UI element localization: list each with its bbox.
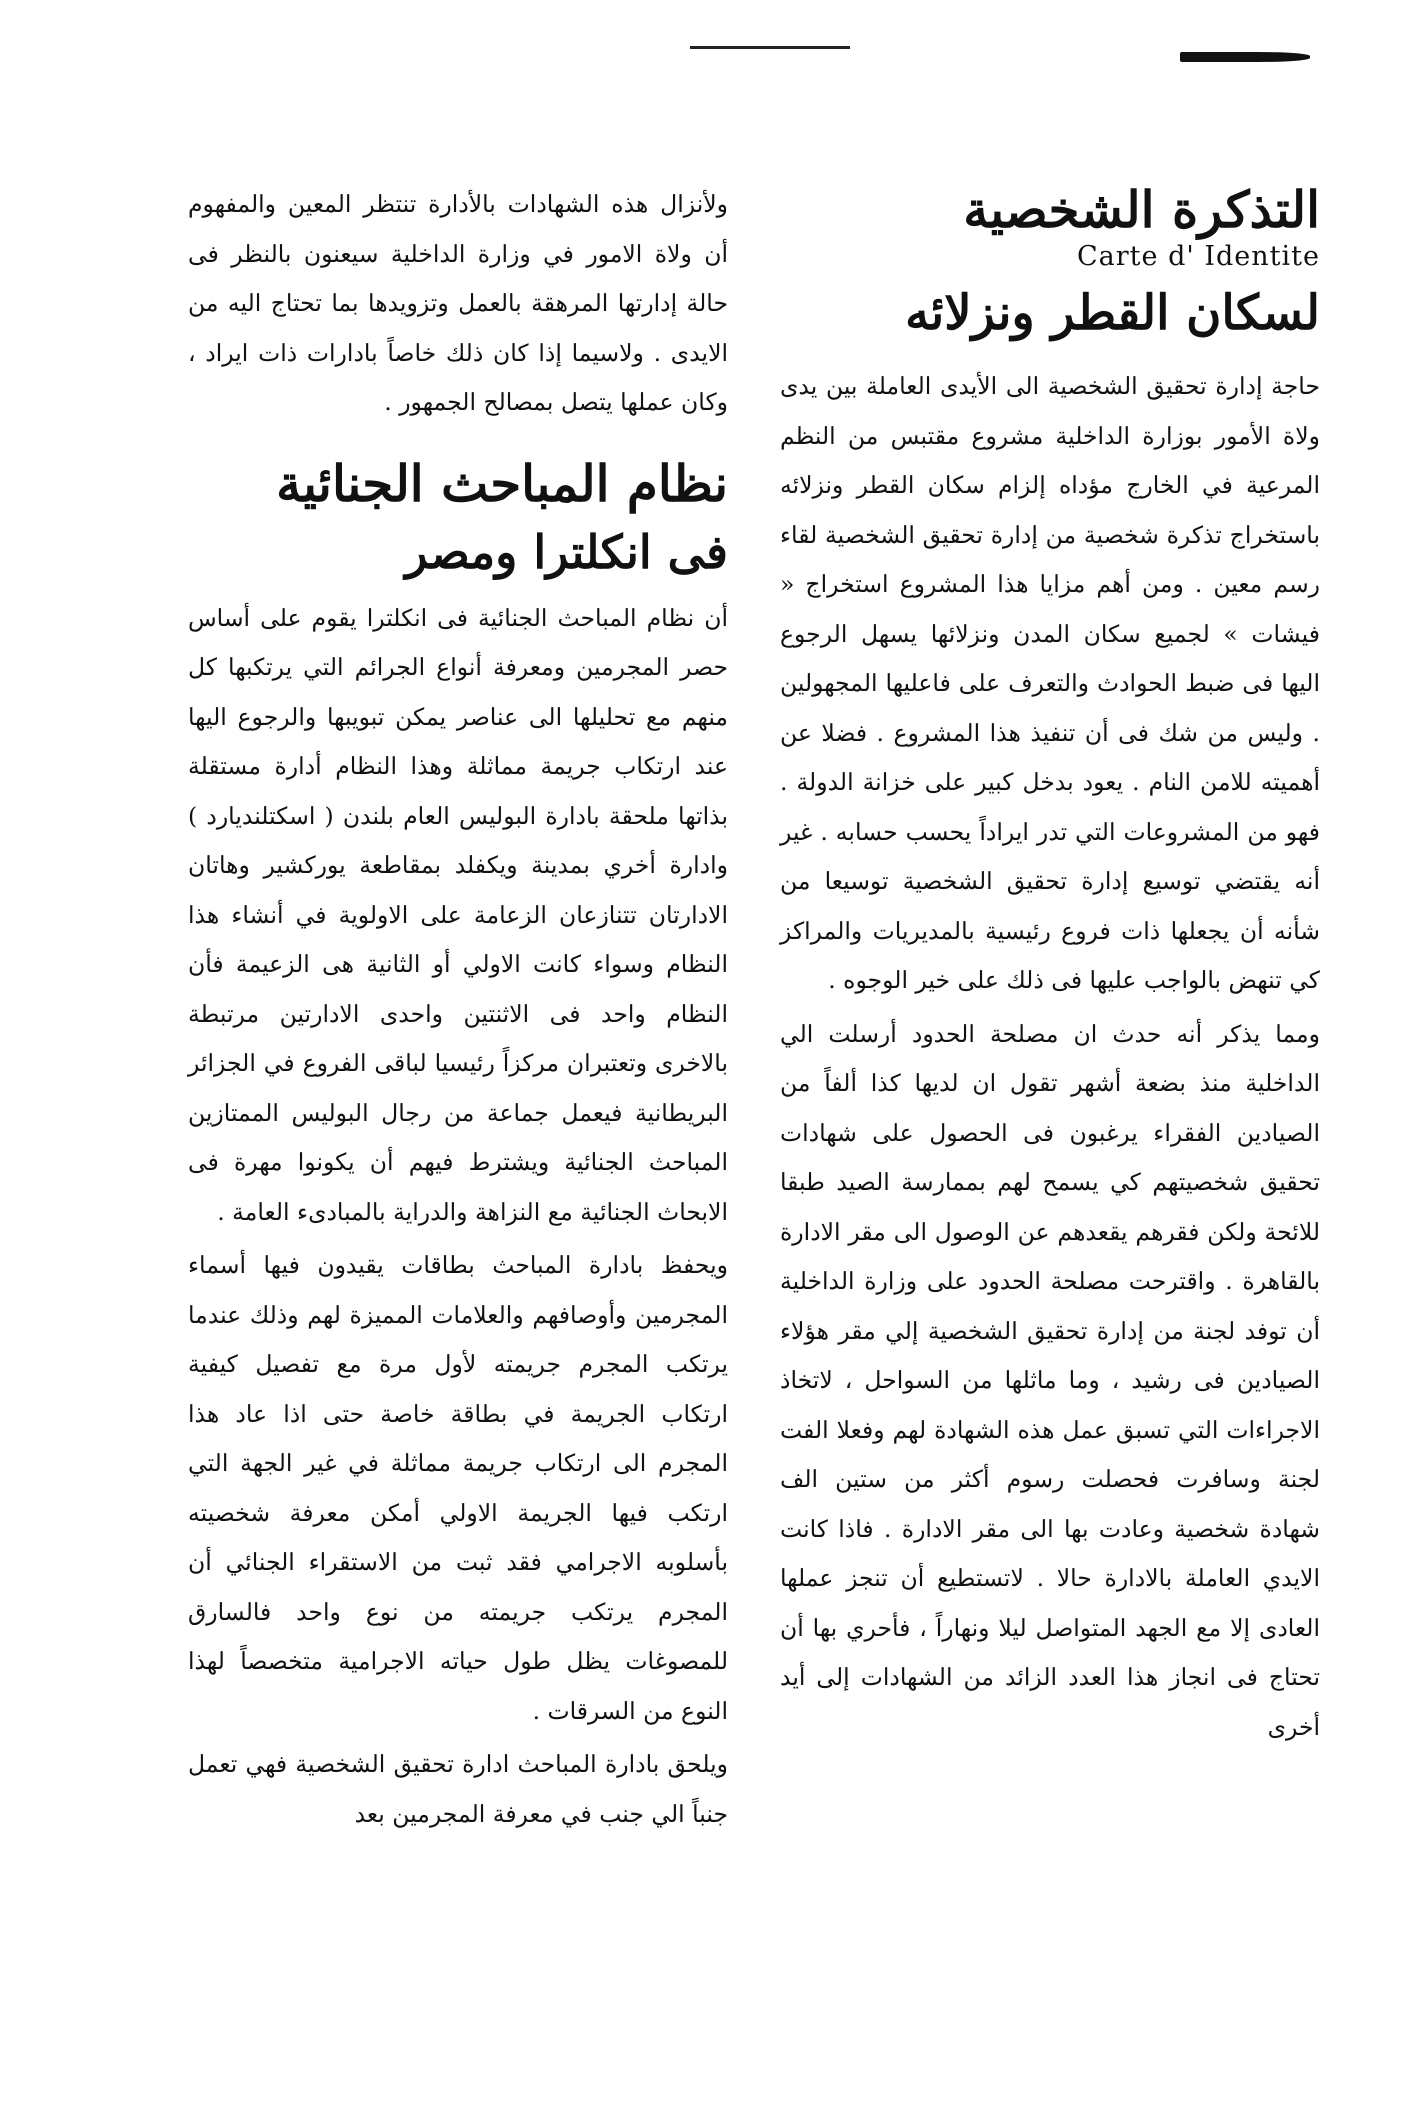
criminal-investigation-paragraph-2: ويحفظ بادارة المباحث بطاقات يقيدون فيها أسماء المجرمين وأوصافهم والعلامات المميزة لهم وذلك عندما يرتكب المجرم جريمته لأول مرة مع تفصيل كيفية ارتكاب الجريمة في بطاقة خاصة حتى اذا عاد هذا المجرم الى ارتكاب جريمة مماثلة في غير الجهة التي ارتكب فيها الجريمة الاولي أمكن معرفة شخصيته بأسلوبه الاجرامي فقد ثبت من الاستقراء الجنائي أن المجرم يرتكب جريمته من نوع واحد فالسارق للمصوغات يظل طول حياته الاجرامية متخصصاً لهذا النوع من السرقات . [188, 1251, 728, 1725]
top-right-rule [1180, 52, 1310, 62]
top-center-rule [690, 46, 850, 49]
identity-card-subheadline: لسكان القطر ونزلائه [905, 285, 1320, 341]
criminal-investigation-paragraph-3: ويلحق بادارة المباحث ادارة تحقيق الشخصية فهي تعمل جنباً الي جنب في معرفة المجرمين بعد [188, 1750, 728, 1828]
criminal-investigation-headline: نظام المباحث الجنائية [276, 453, 728, 513]
identity-card-latin-title: Carte d' Identite [1077, 241, 1320, 272]
criminal-investigation-subheadline: فى انكلترا ومصر [405, 524, 728, 579]
left-column [188, 180, 728, 1839]
continuation-paragraph: ولأنزال هذه الشهادات بالأدارة تنتظر المعين والمفهوم أن ولاة الامور في وزارة الداخلية سيعنون بالنظر فى حالة إدارتها المرهقة بالعمل وتزويدها بما تحتاج اليه من الايدى . ولاسيما إذا كان ذلك خاصاً بادارات ذات ايراد ، وكان عملها يتصل بمصالح الجمهور . [188, 190, 728, 416]
identity-card-paragraph-2: ومما يذكر أنه حدث ان مصلحة الحدود أرسلت الي الداخلية منذ بضعة أشهر تقول ان لديها كذا ألفاً من الصيادين الفقراء يرغبون فى الحصول على شهادات تحقيق شخصيتهم كي يسمح لهم بممارسة الصيد طبقا للائحة ولكن فقرهم يقعدهم عن الوصول الى مقر الادارة بالقاهرة . واقترحت مصلحة الحدود على وزارة الداخلية أن توفد لجنة من إدارة تحقيق الشخصية إلي مقر هؤلاء الصيادين فى رشيد ، وما ماثلها من السواحل ، لاتخاذ الاجراءات التي تسبق عمل هذه الشهادة لهم وفعلا الفت لجنة وسافرت فحصلت رسوم أكثر من ستين الف شهادة شخصية وعادت بها الى مقر الادارة . فاذا كانت الايدي العاملة بالادارة حالا . لاتستطيع أن تنجز عملها العادى إلا مع الجهد المتواصل ليلا ونهاراً ، فأحري بها أن تحتاج فى انجاز هذا العدد الزائد من الشهادات إلى أيد أخرى [780, 1019, 1320, 1741]
right-column [780, 180, 1320, 1752]
criminal-investigation-paragraph-1: أن نظام المباحث الجنائية فى انكلترا يقوم على أساس حصر المجرمين ومعرفة أنواع الجرائم التي يرتكبها كل منهم مع تحليلها الى عناصر يمكن تبويبها والرجوع اليها عند ارتكاب جريمة مماثلة وهذا النظام أدارة مستقلة بذاتها ملحقة بادارة البوليس العام بلندن ( اسكتلنديارد ) وادارة أخري بمدينة ويكفلد بمقاطعة يوركشير وهاتان الادارتان تتنازعان الزعامة على الاولوية في أنشاء هذا النظام وسواء كانت الاولي أو الثانية هى الزعيمة فأن النظام واحد فى الاثنتين واحدى الادارتين مرتبطة بالاخرى وتعتبران مركزاً رئيسيا لباقى الفروع في الجزائر البريطانية فيعمل جماعة من رجال البوليس الممتازين المباحث الجنائية ويشترط فيهم أن يكونوا مهرة فى الابحاث الجنائية مع النزاهة والدراية بالمبادىء العامة . [188, 603, 728, 1226]
identity-card-paragraph-1: حاجة إدارة تحقيق الشخصية الى الأيدى العاملة بين يدى ولاة الأمور بوزارة الداخلية مشروع مقتبس من النظم المرعية في الخارج مؤداه إلزام سكان القطر ونزلائه باستخراج تذكرة شخصية من إدارة تحقيق الشخصية لقاء رسم معين . ومن أهم مزايا هذا المشروع استخراج « فيشات » لجميع سكان المدن ونزلائها يسهل الرجوع اليها فى ضبط الحوادث والتعرف على فاعليها المجهولين . وليس من شك فى أن تنفيذ هذا المشروع . فضلا عن أهميته للامن النام . يعود بدخل كبير على خزانة الدولة . فهو من المشروعات التي تدر ايراداً يحسب حسابه . غير أنه يقتضي توسيع إدارة تحقيق الشخصية توسيعا من شأنه أن يجعلها ذات فروع رئيسية بالمديريات والمراكز كي تنهض بالواجب عليها فى ذلك على خير الوجوه . [780, 372, 1320, 994]
identity-card-headline: التذكرة الشخصية [963, 180, 1320, 239]
